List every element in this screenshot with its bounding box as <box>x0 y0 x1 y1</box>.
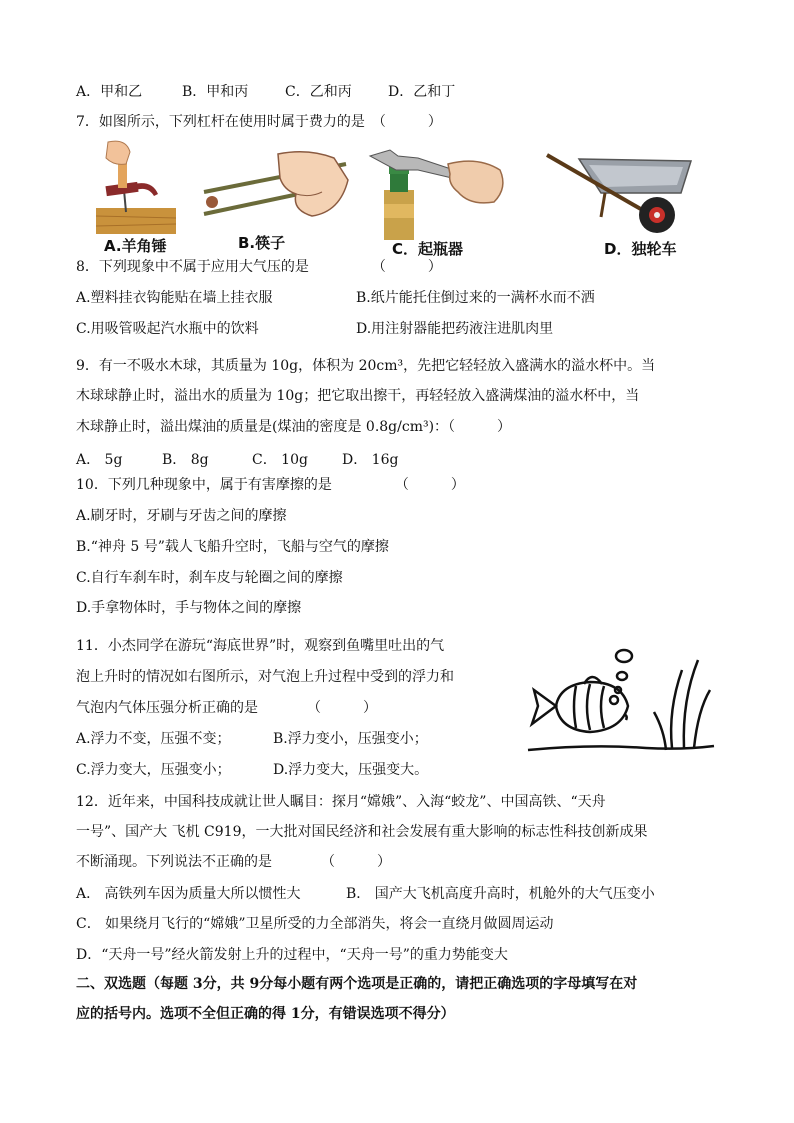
q7-stem: 7．如图所示，下列杠杆在使用时属于费力的是 （ ） <box>76 114 442 130</box>
section2-heading-line-1: 二、双选题（每题 3分，共 9分每小题有两个选项是正确的，请把正确选项的字母填写在对 <box>76 976 638 992</box>
q12-line-3: 不断涌现。下列说法不正确的是 （ ） <box>76 854 391 870</box>
chopsticks-image <box>200 150 350 228</box>
q6-option-c: C．乙和丙 <box>285 84 352 100</box>
q11-line-2: 泡上升时的情况如右图所示，对气泡上升过程中受到的浮力和 <box>76 669 454 685</box>
q12-option-d: D．“天舟一号”经火箭发射上升的过程中，“天舟一号”的重力势能变大 <box>76 947 508 963</box>
q12-option-a: A． 高铁列车因为质量大所以惯性大 <box>76 886 301 902</box>
q8-option-d: D.用注射器能把药液注进肌肉里 <box>356 321 554 337</box>
fish-bubbles-image <box>522 640 718 758</box>
q11-option-d: D.浮力变大，压强变大。 <box>273 762 429 778</box>
q7-caption-b: B.筷子 <box>238 234 286 252</box>
q10-option-c: C.自行车刹车时，刹车皮与轮圈之间的摩擦 <box>76 570 343 586</box>
q12-option-c: C． 如果绕月飞行的“嫦娥”卫星所受的力全部消失，将会一直绕月做圆周运动 <box>76 916 554 932</box>
q10-option-a: A.刷牙时，牙刷与牙齿之间的摩擦 <box>76 508 287 524</box>
q8-stem: 8．下列现象中不属于应用大气压的是 （ ） <box>76 259 442 275</box>
q9-line-1: 9．有一不吸水木球，其质量为 10g，体积为 20cm³，先把它轻轻放入盛满水的溢水杯中。当 <box>76 358 656 374</box>
q7-caption-d: D．独轮车 <box>604 240 677 258</box>
wheelbarrow-image <box>545 145 695 241</box>
claw-hammer-image <box>96 140 176 240</box>
q10-stem: 10．下列几种现象中，属于有害摩擦的是 （ ） <box>76 477 465 493</box>
q7-caption-a: A.羊角锤 <box>104 237 167 255</box>
q12-line-1: 12．近年来，中国科技成就让世人瞩目：探月“嫦娥”、入海“蛟龙”、中国高铁、“天舟 <box>76 794 606 810</box>
bottle-opener-image <box>368 148 510 240</box>
q11-line-1: 11．小杰同学在游玩“海底世界”时，观察到鱼嘴里吐出的气 <box>76 638 445 654</box>
q7-caption-c: C．起瓶器 <box>392 240 464 258</box>
q12-line-2: 一号”、国产大 飞机 C919，一大批对国民经济和社会发展有重大影响的标志性科技创新成果 <box>76 824 648 840</box>
q10-option-b: B.“神舟 5 号”载人飞船升空时，飞船与空气的摩擦 <box>76 539 389 555</box>
q11-option-b: B.浮力变小，压强变小； <box>273 731 428 747</box>
q6-option-a: A．甲和乙 <box>76 84 143 100</box>
q9-line-3: 木球静止时，溢出煤油的质量是(煤油的密度是 0.8g/cm³)：（ ） <box>76 419 512 435</box>
q9-line-2: 木球球静止时，溢出水的质量为 10g；把它取出擦干，再轻轻放入盛满煤油的溢水杯中，当 <box>76 388 640 404</box>
q6-option-d: D．乙和丁 <box>388 84 456 100</box>
q9-option-d: D． 16g <box>342 452 399 468</box>
q11-option-c: C.浮力变大，压强变小； <box>76 762 231 778</box>
q9-option-b: B． 8g <box>162 452 209 468</box>
q9-option-c: C． 10g <box>252 452 308 468</box>
q8-option-c: C.用吸管吸起汽水瓶中的饮料 <box>76 321 259 337</box>
q8-option-a: A.塑料挂衣钩能贴在墙上挂衣服 <box>76 290 273 306</box>
q8-option-b: B.纸片能托住倒过来的一满杯水而不洒 <box>356 290 595 306</box>
q9-option-a: A． 5g <box>76 452 123 468</box>
q11-option-a: A.浮力不变，压强不变； <box>76 731 231 747</box>
q12-option-b: B． 国产大飞机高度升高时，机舱外的大气压变小 <box>346 886 655 902</box>
q10-option-d: D.手拿物体时，手与物体之间的摩擦 <box>76 600 302 616</box>
q11-line-3: 气泡内气体压强分析正确的是 （ ） <box>76 700 377 716</box>
section2-heading-line-2: 应的括号内。选项不全但正确的得 1分，有错误选项不得分） <box>76 1006 455 1022</box>
q6-option-b: B．甲和丙 <box>182 84 249 100</box>
